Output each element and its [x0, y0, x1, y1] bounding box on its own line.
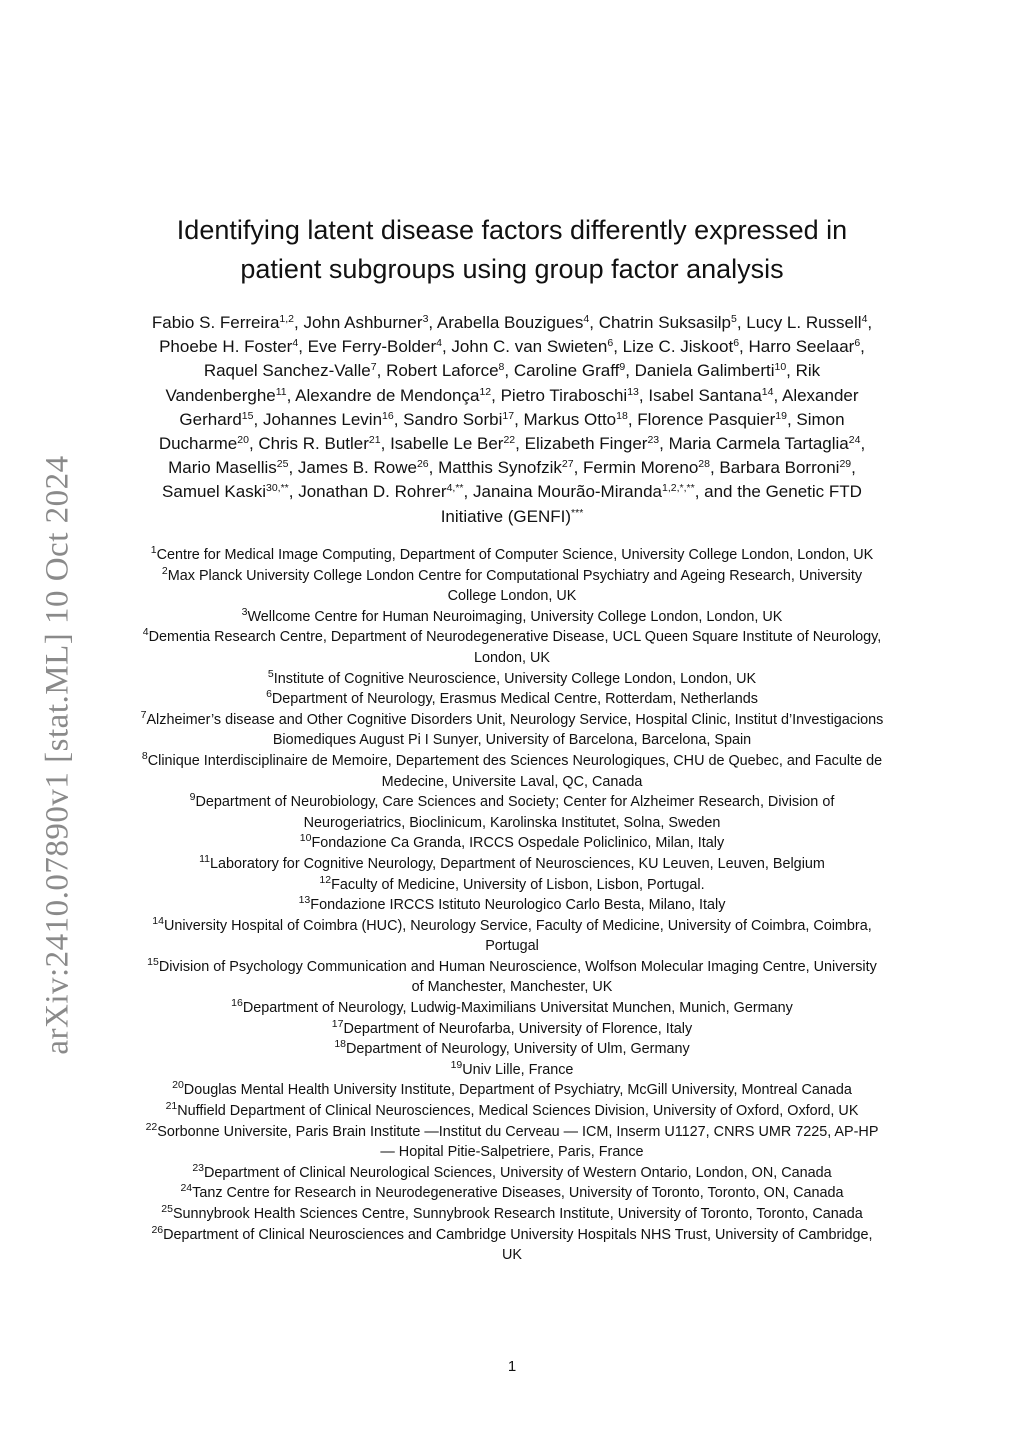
affiliation-number: 6 — [266, 688, 272, 701]
author-name: Caroline Graff — [513, 361, 620, 381]
author-affiliation-marker: 27 — [561, 458, 574, 471]
author-affiliation-marker: 1,2,*,** — [661, 482, 695, 495]
author-affiliation-marker: 18 — [616, 409, 628, 422]
author-separator: , — [860, 337, 865, 357]
affiliation-text: Department of Clinical Neurosciences and Cambridge University Hospitals NHS Trust, University of Cambridge, UK — [163, 1226, 873, 1264]
author-name: Florence Pasquier — [637, 409, 776, 429]
author-name: Markus Otto — [523, 409, 617, 429]
affiliation-text: Department of Clinical Neurological Sciences, University of Western Ontario, London, ON, Canada — [204, 1164, 832, 1181]
affiliation-text: Sunnybrook Health Sciences Centre, Sunnybrook Research Institute, University of Toronto, Toronto, Canada — [172, 1206, 863, 1222]
affiliation-number: 2 — [161, 564, 168, 577]
affiliation-text: Alzheimer’s disease and Other Cognitive Disorders Unit, Neurology Service, Hospital Clinic, Institut d’Investigacions Biomediques August Pi I Sunyer, University of Barcelona, Barcelona, Spain — [146, 711, 884, 749]
affiliation-text: Centre for Medical Image Computing, Department of Computer Science, University College London, London, UK — [156, 547, 874, 563]
author-separator: , — [288, 458, 298, 478]
affiliation-text: Sorbonne Universite, Paris Brain Institute —Institut du Cerveau — ICM, Inserm U1127, CNRS UMR 7225, AP-HP — Hopital Pitie-Salpetriere, Paris, France — [157, 1123, 879, 1161]
author-name: Eve Ferry-Bolder — [307, 337, 437, 357]
author-separator: , — [860, 434, 866, 454]
affiliation-number: 8 — [141, 749, 148, 762]
affiliation-item — [140, 916, 884, 957]
page-number: 1 — [507, 1358, 517, 1375]
author-name: Johannes Levin — [262, 409, 383, 429]
author-name: and the Genetic FTD Initiative (GENFI) — [440, 482, 862, 526]
affiliation-item — [140, 854, 884, 875]
author-affiliation-marker: 3 — [422, 313, 429, 325]
author-separator: , — [709, 458, 720, 478]
affiliation-item — [140, 751, 884, 792]
author-name: Daniela Galimberti — [634, 361, 775, 381]
author-separator: , — [625, 361, 635, 381]
author-separator: , — [491, 385, 501, 405]
affiliation-item — [140, 957, 884, 998]
author-name: Raquel Sanchez-Valle — [203, 361, 371, 381]
affiliation-number: 24 — [180, 1182, 193, 1195]
affiliation-item — [140, 1101, 884, 1122]
author-separator: , — [573, 458, 584, 478]
author-separator: , — [515, 434, 525, 454]
author-separator: , — [736, 313, 747, 332]
author-affiliation-marker: 4,** — [446, 482, 464, 495]
author-name: Elizabeth Finger — [524, 434, 648, 454]
author-name: Phoebe H. Foster — [159, 337, 293, 357]
author-affiliation-marker: *** — [571, 506, 584, 519]
affiliation-number: 20 — [172, 1079, 184, 1092]
affiliation-list — [140, 545, 884, 1266]
author-name: Janaina Mourão-Miranda — [472, 482, 662, 502]
author-separator: , — [294, 313, 304, 332]
affiliation-text: Clinique Interdisciplinaire de Memoire, Departement des Sciences Neurologiques, CHU de Quebec, and Faculte de Medecine, Universite Laval, QC, Canada — [147, 752, 883, 790]
affiliation-number: 4 — [142, 626, 149, 639]
affiliation-number: 3 — [241, 605, 248, 618]
author-separator: , — [786, 409, 797, 429]
author-affiliation-marker: 10 — [774, 361, 787, 374]
author-affiliation-marker: 1,2 — [279, 313, 295, 325]
affiliation-item — [140, 792, 884, 833]
author-name: Simon Ducharme — [158, 409, 845, 454]
affiliation-number: 23 — [192, 1161, 205, 1174]
author-affiliation-marker: 22 — [503, 434, 516, 447]
author-separator: , — [380, 434, 391, 454]
author-affiliation-marker: 29 — [839, 458, 852, 471]
author-affiliation-marker: 4 — [583, 313, 590, 325]
affiliation-number: 12 — [319, 873, 332, 886]
title-line-1: Identifying latent disease factors differently expressed in — [176, 215, 848, 245]
author-affiliation-marker: 28 — [698, 458, 710, 471]
affiliation-item — [140, 875, 884, 896]
author-separator: , — [638, 385, 649, 405]
author-name: Samuel Kaski — [162, 482, 266, 502]
author-name: Isabelle Le Ber — [390, 434, 504, 454]
author-list — [145, 311, 879, 529]
author-separator: , — [613, 337, 623, 357]
affiliation-text: Department of Neurology, University of Ulm, Germany — [346, 1041, 690, 1058]
affiliation-number: 9 — [189, 791, 196, 804]
author-name: Maria Carmela Tartaglia — [668, 434, 849, 454]
author-separator: , — [376, 361, 387, 381]
author-name: Rik Vandenberghe — [165, 361, 821, 405]
affiliation-number: 10 — [299, 832, 312, 845]
author-separator: , — [851, 458, 856, 478]
author-affiliation-marker: 16 — [382, 409, 394, 422]
affiliation-item — [140, 998, 884, 1019]
affiliation-text: Department of Neurology, Ludwig-Maximilians Universitat Munchen, Munich, Germany — [242, 1000, 793, 1017]
affiliation-text: Division of Psychology Communication and Human Neuroscience, Wolfson Molecular Imaging Centre, University of Manchester, Manchester, UK — [158, 958, 877, 996]
author-affiliation-marker: 4 — [861, 313, 868, 325]
affiliation-text: Wellcome Centre for Human Neuroimaging, University College London, London, UK — [247, 608, 783, 625]
affiliation-item — [140, 1225, 884, 1266]
author-name: Chatrin Suksasilp — [598, 313, 731, 332]
author-name: James B. Rowe — [297, 458, 417, 478]
affiliation-text: Univ Lille, France — [462, 1061, 574, 1078]
author-separator: , — [248, 434, 259, 454]
author-affiliation-marker: 14 — [761, 385, 774, 398]
affiliation-text: Fondazione Ca Granda, IRCCS Ospedale Policlinico, Milan, Italy — [311, 835, 725, 852]
author-name: Mario Masellis — [168, 458, 277, 478]
author-separator: , — [253, 409, 263, 429]
author-affiliation-marker: 20 — [237, 434, 249, 447]
author-affiliation-marker: 21 — [368, 434, 381, 447]
affiliation-number: 11 — [199, 852, 211, 865]
author-name: Arabella Bouzigues — [436, 313, 584, 332]
author-separator: , — [867, 313, 873, 332]
affiliation-text: Department of Neurofarba, University of Florence, Italy — [343, 1020, 693, 1037]
affiliation-number: 25 — [161, 1203, 173, 1215]
affiliation-item — [140, 833, 884, 854]
author-affiliation-marker: 8 — [498, 361, 505, 374]
author-affiliation-marker: 6 — [854, 337, 861, 350]
affiliation-number: 19 — [450, 1058, 463, 1071]
affiliation-number: 22 — [145, 1120, 158, 1133]
affiliation-number: 26 — [151, 1223, 164, 1236]
affiliation-item — [140, 689, 884, 710]
affiliation-number: 17 — [331, 1017, 344, 1030]
author-separator: , — [298, 337, 308, 357]
affiliation-text: Institute of Cognitive Neuroscience, University College London, London, UK — [273, 670, 757, 687]
affiliation-item — [140, 545, 884, 566]
author-name: Fabio S. Ferreira — [151, 313, 280, 332]
author-name: Alexandre de Mendonça — [295, 385, 480, 405]
author-separator: , — [773, 385, 782, 405]
author-name: Fermin Moreno — [583, 458, 699, 478]
author-separator: , — [786, 361, 796, 381]
affiliation-item — [140, 1039, 884, 1060]
author-affiliation-marker: 25 — [276, 458, 289, 471]
author-name: Isabel Santana — [648, 385, 762, 405]
arxiv-stamp: arXiv:2410.07890v1 [stat.ML] 10 Oct 2024 — [39, 455, 76, 1055]
affiliation-text: Dementia Research Centre, Department of Neurodegenerative Disease, UCL Queen Square Institute of Neurology, London, UK — [148, 629, 882, 666]
paper-title — [140, 211, 884, 289]
author-affiliation-marker: 13 — [627, 385, 639, 398]
affiliation-number: 7 — [140, 708, 147, 721]
affiliation-item — [140, 627, 884, 668]
author-separator: , — [504, 361, 514, 381]
author-affiliation-marker: 11 — [275, 385, 287, 398]
affiliation-item — [140, 566, 884, 607]
title-line-2: patient subgroups using group factor analysis — [240, 254, 784, 284]
author-name: Matthis Synofzik — [438, 458, 562, 478]
affiliation-item — [140, 1183, 884, 1204]
affiliation-text: Department of Neurology, Erasmus Medical Centre, Rotterdam, Netherlands — [271, 691, 758, 708]
affiliation-item — [140, 1204, 884, 1225]
affiliation-item — [140, 1019, 884, 1040]
author-affiliation-marker: 15 — [241, 409, 254, 422]
author-name: Lize C. Jiskoot — [622, 337, 734, 357]
author-separator: , — [659, 434, 669, 454]
author-name: Alexander Gerhard — [179, 385, 859, 429]
affiliation-number: 21 — [165, 1100, 178, 1113]
author-name: Robert Laforce — [386, 361, 499, 381]
author-affiliation-marker: 24 — [848, 434, 861, 447]
affiliation-item — [140, 895, 884, 916]
author-separator: , — [694, 482, 705, 502]
affiliation-item — [140, 1122, 884, 1163]
author-separator: , — [286, 385, 296, 405]
affiliation-number: 16 — [231, 997, 243, 1010]
author-separator: , — [428, 313, 437, 332]
affiliation-text: Nuffield Department of Clinical Neurosciences, Medical Sciences Division, University of Oxford, Oxford, UK — [177, 1103, 859, 1120]
author-affiliation-marker: 17 — [502, 409, 515, 422]
author-affiliation-marker: 7 — [370, 361, 377, 374]
author-name: Barbara Borroni — [719, 458, 840, 478]
author-name: John Ashburner — [303, 313, 423, 332]
affiliation-item — [140, 1080, 884, 1101]
author-affiliation-marker: 4 — [292, 337, 299, 350]
affiliation-text: Laboratory for Cognitive Neurology, Department of Neurosciences, KU Leuven, Leuven, Belgium — [210, 855, 825, 872]
affiliation-text: University Hospital of Coimbra (HUC), Neurology Service, Faculty of Medicine, University of Coimbra, Coimbra, Portugal — [163, 917, 872, 955]
affiliation-text: Fondazione IRCCS Istituto Neurologico Carlo Besta, Milano, Italy — [310, 897, 726, 914]
author-name: Harro Seelaar — [748, 337, 855, 357]
author-affiliation-marker: 26 — [416, 458, 429, 471]
affiliation-text: Department of Neurobiology, Care Sciences and Society; Center for Alzheimer Research, Division of Neurogeriatrics, Bioclinicum, Karolinska Institutet, Solna, Sweden — [195, 794, 835, 831]
affiliation-text: Faculty of Medicine, University of Lisbon, Lisbon, Portugal. — [331, 876, 705, 893]
author-separator: , — [739, 337, 749, 357]
author-name: Chris R. Butler — [258, 434, 369, 454]
affiliation-number: 14 — [152, 914, 164, 927]
affiliation-number: 13 — [298, 894, 311, 907]
author-separator: , — [514, 409, 524, 429]
author-name: Lucy L. Russell — [746, 313, 862, 332]
author-separator: , — [441, 337, 452, 357]
author-affiliation-marker: 6 — [607, 337, 614, 350]
author-affiliation-marker: 9 — [619, 361, 626, 374]
author-affiliation-marker: 6 — [733, 337, 740, 350]
affiliation-item — [140, 1060, 884, 1081]
affiliation-text: Tanz Centre for Research in Neurodegenerative Diseases, University of Toronto, Toronto, ON, Canada — [192, 1185, 844, 1202]
author-name: Sandro Sorbi — [403, 409, 503, 429]
author-separator: , — [393, 409, 404, 429]
affiliation-item — [140, 607, 884, 628]
author-affiliation-marker: 4 — [436, 337, 442, 350]
author-name: Jonathan D. Rohrer — [298, 482, 447, 502]
author-separator: , — [589, 313, 599, 332]
affiliation-number: 5 — [267, 667, 274, 680]
author-separator: , — [288, 482, 299, 502]
author-name: Pietro Tiraboschi — [500, 385, 628, 405]
author-separator: , — [428, 458, 439, 478]
author-affiliation-marker: 23 — [647, 434, 660, 447]
affiliation-item — [140, 1163, 884, 1184]
affiliation-text: Douglas Mental Health University Institute, Department of Psychiatry, McGill University, Montreal Canada — [183, 1082, 852, 1099]
affiliation-number: 1 — [150, 544, 157, 556]
affiliation-item — [140, 669, 884, 690]
affiliation-text: Max Planck University College London Centre for Computational Psychiatry and Ageing Research, University College London, UK — [167, 567, 863, 605]
author-affiliation-marker: 19 — [775, 409, 787, 422]
affiliation-number: 18 — [334, 1038, 347, 1051]
author-affiliation-marker: 30,** — [265, 482, 289, 495]
affiliation-number: 15 — [147, 955, 159, 968]
author-separator: , — [463, 482, 473, 502]
affiliation-item — [140, 710, 884, 751]
author-name: John C. van Swieten — [451, 337, 608, 357]
author-affiliation-marker: 5 — [730, 313, 737, 325]
author-separator: , — [627, 409, 638, 429]
author-affiliation-marker: 12 — [479, 385, 492, 398]
